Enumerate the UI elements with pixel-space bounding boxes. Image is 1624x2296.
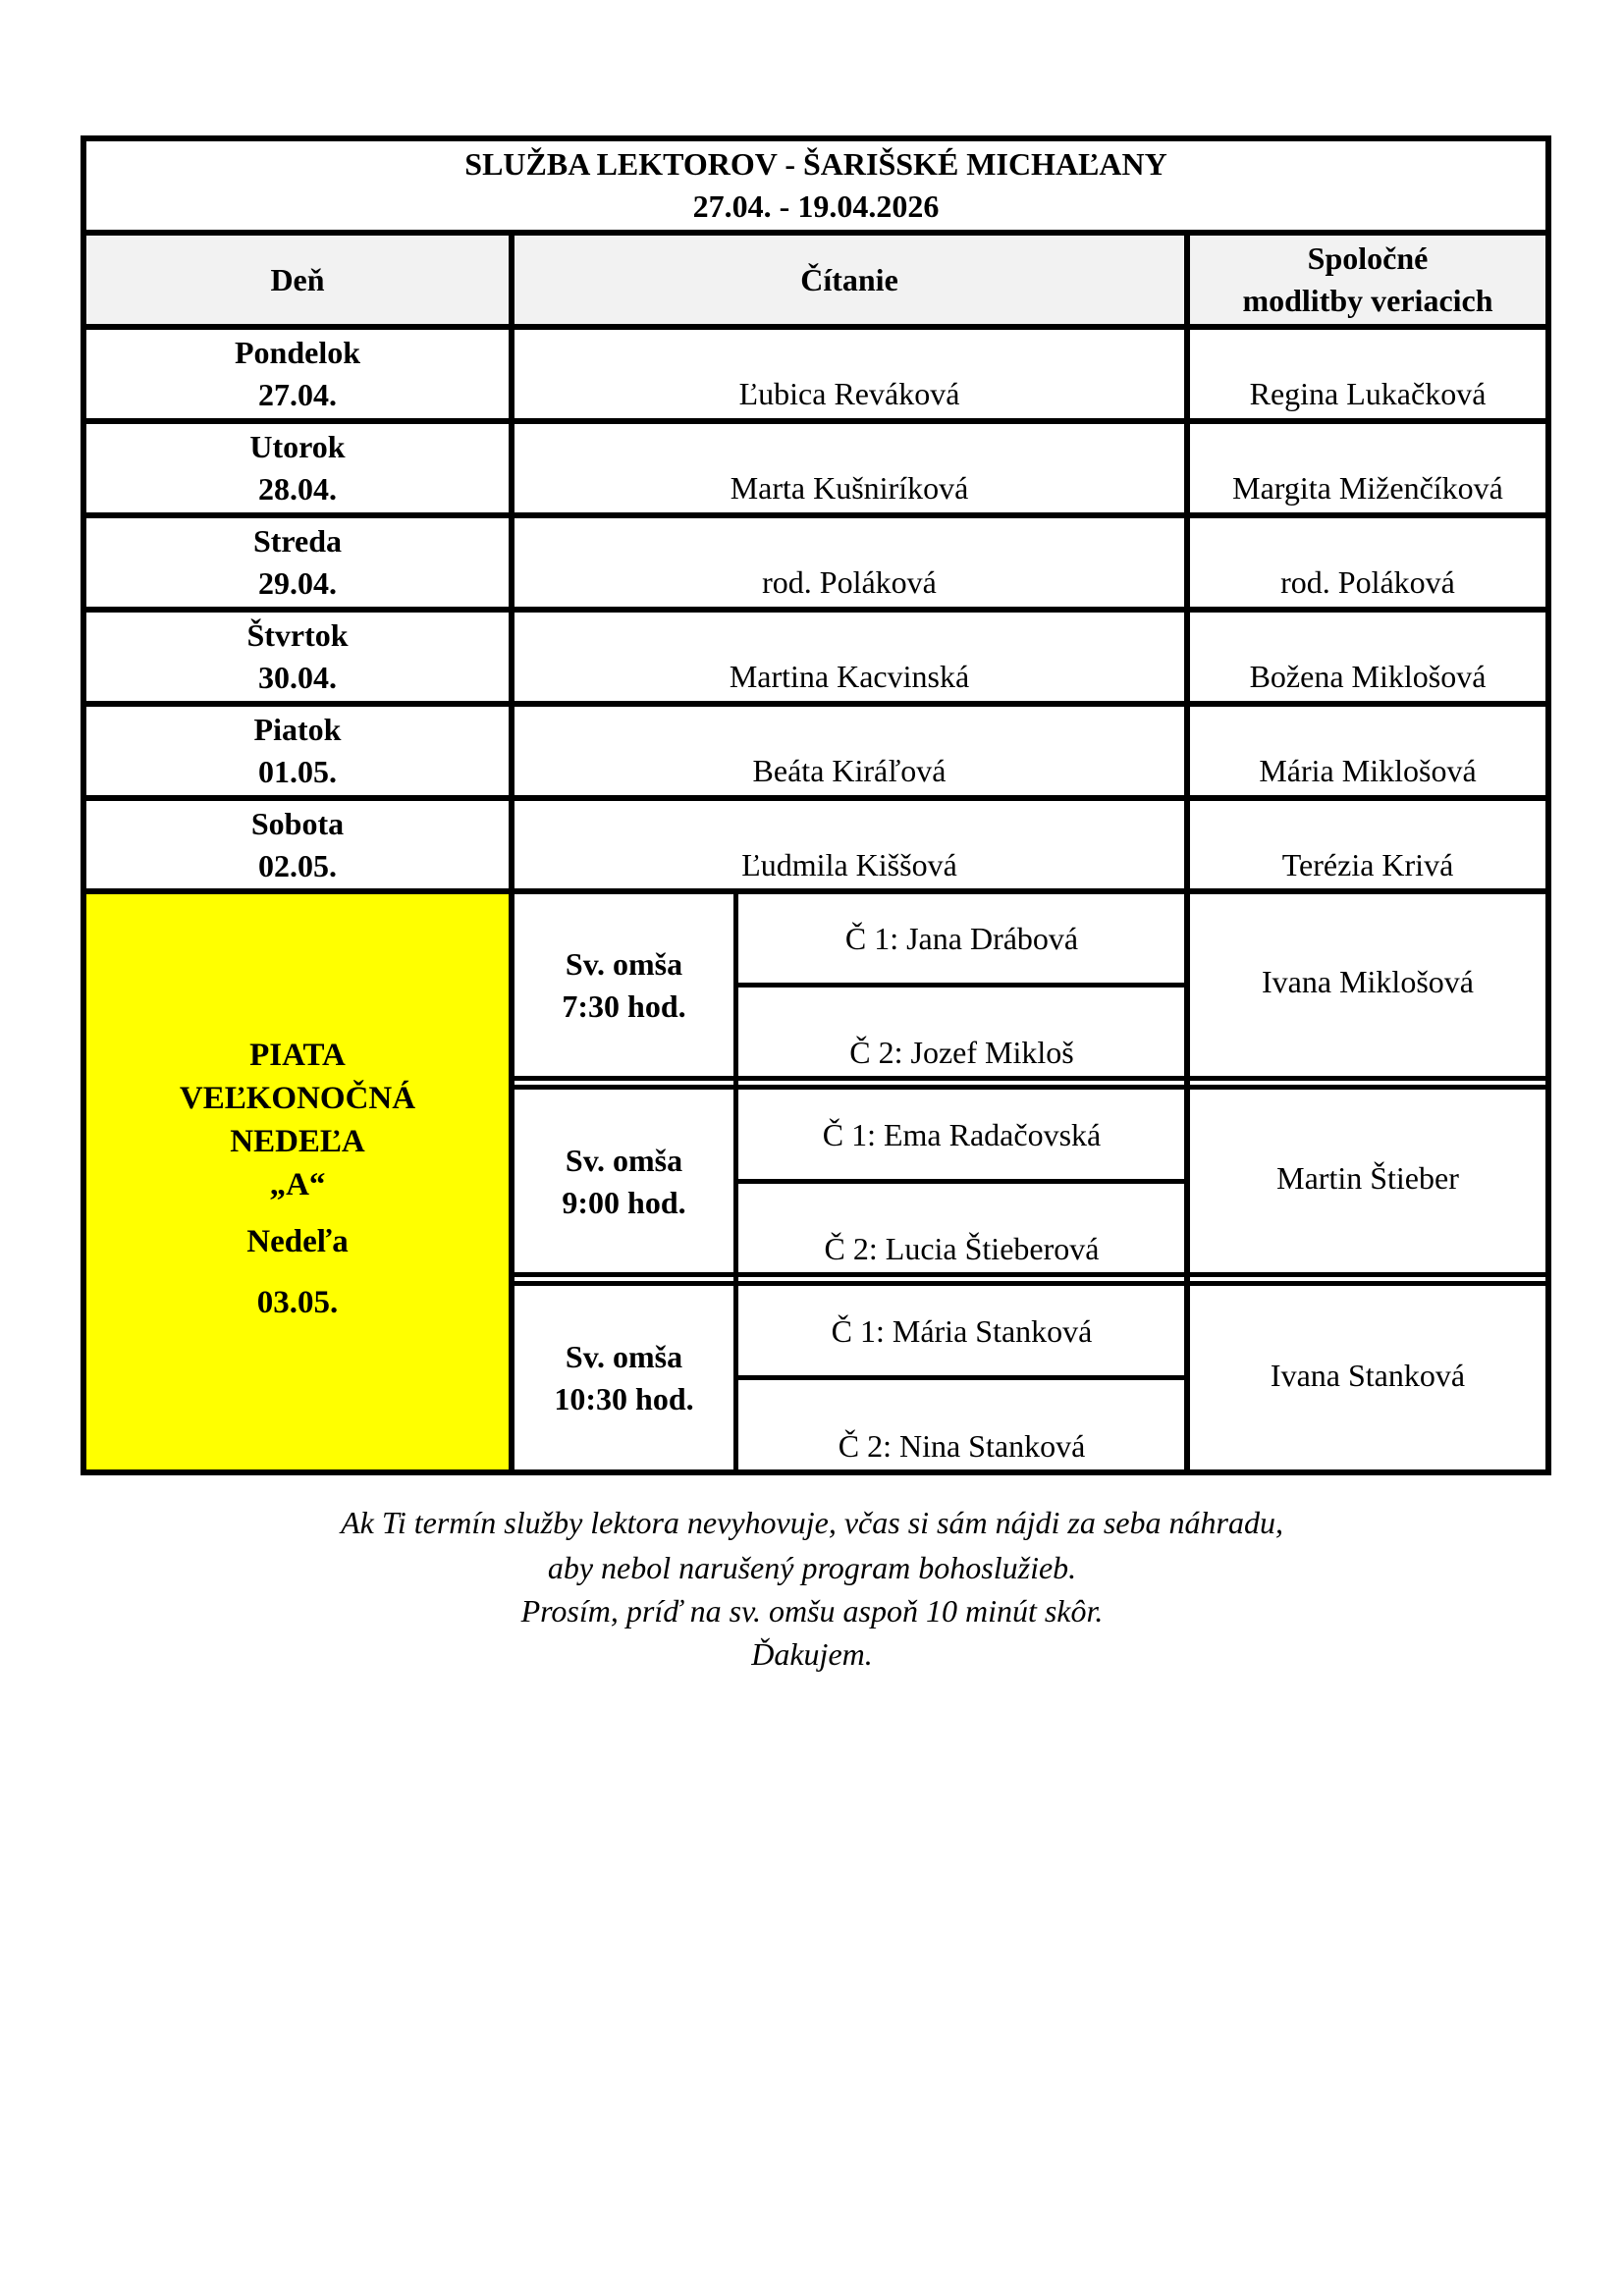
prayers-reader-name: Terézia Krivá <box>1281 847 1454 882</box>
row-divider <box>509 1281 1551 1286</box>
footer-line: aby nebol narušený program bohoslužieb. <box>547 1550 1077 1585</box>
mass-time-cell <box>514 894 733 1076</box>
reading-cell <box>514 518 1184 606</box>
reader-name: Marta Kušniríková <box>730 470 969 506</box>
row-divider <box>733 1375 1190 1380</box>
row-divider <box>81 512 1551 518</box>
reading-1-name: Č 1: Mária Stanková <box>831 1312 1093 1349</box>
reading-2-cell <box>739 1380 1184 1469</box>
day-name: Sobota <box>250 805 345 841</box>
day-cell <box>86 330 509 417</box>
day-date: 29.04. <box>258 564 337 601</box>
reading-2-name: Č 2: Jozef Mikloš <box>849 1035 1074 1070</box>
mass-prayers-name: Martin Štieber <box>1276 1160 1459 1196</box>
day-name: Pondelok <box>234 334 361 370</box>
reading-2-cell <box>739 988 1184 1076</box>
mass-time-cell <box>514 1287 733 1469</box>
table-title <box>86 141 1545 230</box>
reader-name: Ľubica Reváková <box>738 376 960 411</box>
reading-2-name: Č 2: Nina Stanková <box>838 1428 1086 1464</box>
prayers-reader-name: rod. Poláková <box>1280 564 1455 600</box>
reader-name: rod. Poláková <box>762 564 937 600</box>
day-cell <box>86 424 509 511</box>
prayers-reader-name: Mária Miklošová <box>1259 753 1477 788</box>
sunday-date: 03.05. <box>256 1285 339 1320</box>
day-name: Štvrtok <box>246 616 349 653</box>
reading-1-cell <box>739 894 1184 983</box>
mass-time-cell <box>514 1091 733 1272</box>
sunday-day-name: Nedeľa <box>246 1224 349 1259</box>
day-cell <box>86 801 509 888</box>
mass-prayers-name: Ivana Stanková <box>1270 1357 1466 1393</box>
day-name: Utorok <box>249 428 346 464</box>
row-divider <box>81 701 1551 707</box>
sunday-title-line: „A“ <box>269 1167 326 1202</box>
reading-1-name: Č 1: Jana Drábová <box>844 920 1079 956</box>
sunday-title-line: PIATA <box>249 1038 346 1073</box>
day-cell <box>86 518 509 606</box>
column-header-prayers-line2: modlitby veriacich <box>1242 283 1493 318</box>
footer-line: Ak Ti termín služby lektora nevyhovuje, včas si sám nájdi za seba náhradu, <box>341 1505 1283 1540</box>
row-divider <box>509 1272 1551 1277</box>
day-name: Streda <box>252 522 343 559</box>
prayers-reader-name: Margita Miženčíková <box>1232 470 1503 506</box>
reader-name: Beáta Kiráľová <box>752 753 947 788</box>
column-header-reading-label: Čítanie <box>800 261 898 297</box>
column-header-day <box>86 236 509 324</box>
title-date-range: 27.04. - 19.04.2026 <box>692 188 940 224</box>
reading-2-name: Č 2: Lucia Štieberová <box>824 1231 1100 1266</box>
sunday-title-line: VEĽKONOČNÁ <box>179 1081 416 1116</box>
prayers-cell <box>1190 424 1545 511</box>
prayers-cell <box>1190 518 1545 606</box>
mass-time: 10:30 hod. <box>554 1381 694 1416</box>
reading-cell <box>514 424 1184 511</box>
mass-label: Sv. omša <box>565 1339 683 1374</box>
mass-prayers-cell <box>1190 1091 1545 1272</box>
row-divider <box>81 607 1551 613</box>
column-header-reading <box>514 236 1184 324</box>
reader-name: Ľudmila Kiššová <box>741 847 957 882</box>
day-name: Piatok <box>253 711 342 747</box>
reading-1-name: Č 1: Ema Radačovská <box>822 1116 1102 1152</box>
prayers-reader-name: Regina Lukačková <box>1249 376 1487 411</box>
column-header-day-label: Deň <box>270 261 325 297</box>
row-divider <box>733 1179 1190 1184</box>
row-divider <box>81 324 1551 330</box>
prayers-cell <box>1190 330 1545 417</box>
column-divider <box>509 230 514 1475</box>
prayers-cell <box>1190 801 1545 888</box>
day-date: 01.05. <box>258 753 337 789</box>
prayers-cell <box>1190 707 1545 794</box>
day-date: 30.04. <box>258 659 337 695</box>
column-header-prayers-line1: Spoločné <box>1307 240 1429 276</box>
mass-prayers-cell <box>1190 894 1545 1076</box>
mass-prayers-name: Ivana Miklošová <box>1262 964 1474 999</box>
column-header-prayers <box>1190 236 1545 324</box>
prayers-reader-name: Božena Miklošová <box>1249 659 1487 694</box>
row-divider <box>81 230 1551 236</box>
day-cell <box>86 707 509 794</box>
table-border-left <box>81 135 86 1475</box>
row-divider <box>81 888 1551 894</box>
row-divider <box>509 1085 1551 1090</box>
mass-time: 9:00 hod. <box>562 1184 686 1220</box>
row-divider <box>81 418 1551 424</box>
table-border-top <box>81 135 1551 141</box>
reading-cell <box>514 613 1184 700</box>
reading-2-cell <box>739 1184 1184 1272</box>
reading-1-cell <box>739 1287 1184 1375</box>
row-divider <box>733 983 1190 988</box>
day-date: 27.04. <box>258 376 337 412</box>
row-divider <box>81 795 1551 801</box>
table-border-bottom <box>81 1469 1551 1475</box>
footer-line: Ďakujem. <box>751 1636 873 1672</box>
day-cell <box>86 613 509 700</box>
reading-cell <box>514 707 1184 794</box>
reading-cell <box>514 801 1184 888</box>
mass-prayers-cell <box>1190 1287 1545 1469</box>
row-divider <box>509 1076 1551 1081</box>
prayers-cell <box>1190 613 1545 700</box>
sunday-title-line: NEDEĽA <box>230 1124 365 1159</box>
sunday-label-cell <box>86 894 509 1469</box>
title-line-1: SLUŽBA LEKTOROV - ŠARIŠSKÉ MICHAĽANY <box>464 146 1167 182</box>
mass-time: 7:30 hod. <box>562 988 686 1024</box>
column-divider <box>1184 230 1190 1475</box>
reader-name: Martina Kacvinská <box>729 659 970 694</box>
footer-line: Prosím, príď na sv. omšu aspoň 10 minút skôr. <box>520 1593 1104 1629</box>
day-date: 28.04. <box>258 470 337 507</box>
reading-cell <box>514 330 1184 417</box>
day-date: 02.05. <box>258 847 337 883</box>
mass-label: Sv. omša <box>565 1142 683 1178</box>
mass-label: Sv. omša <box>565 945 683 982</box>
reading-1-cell <box>739 1091 1184 1179</box>
